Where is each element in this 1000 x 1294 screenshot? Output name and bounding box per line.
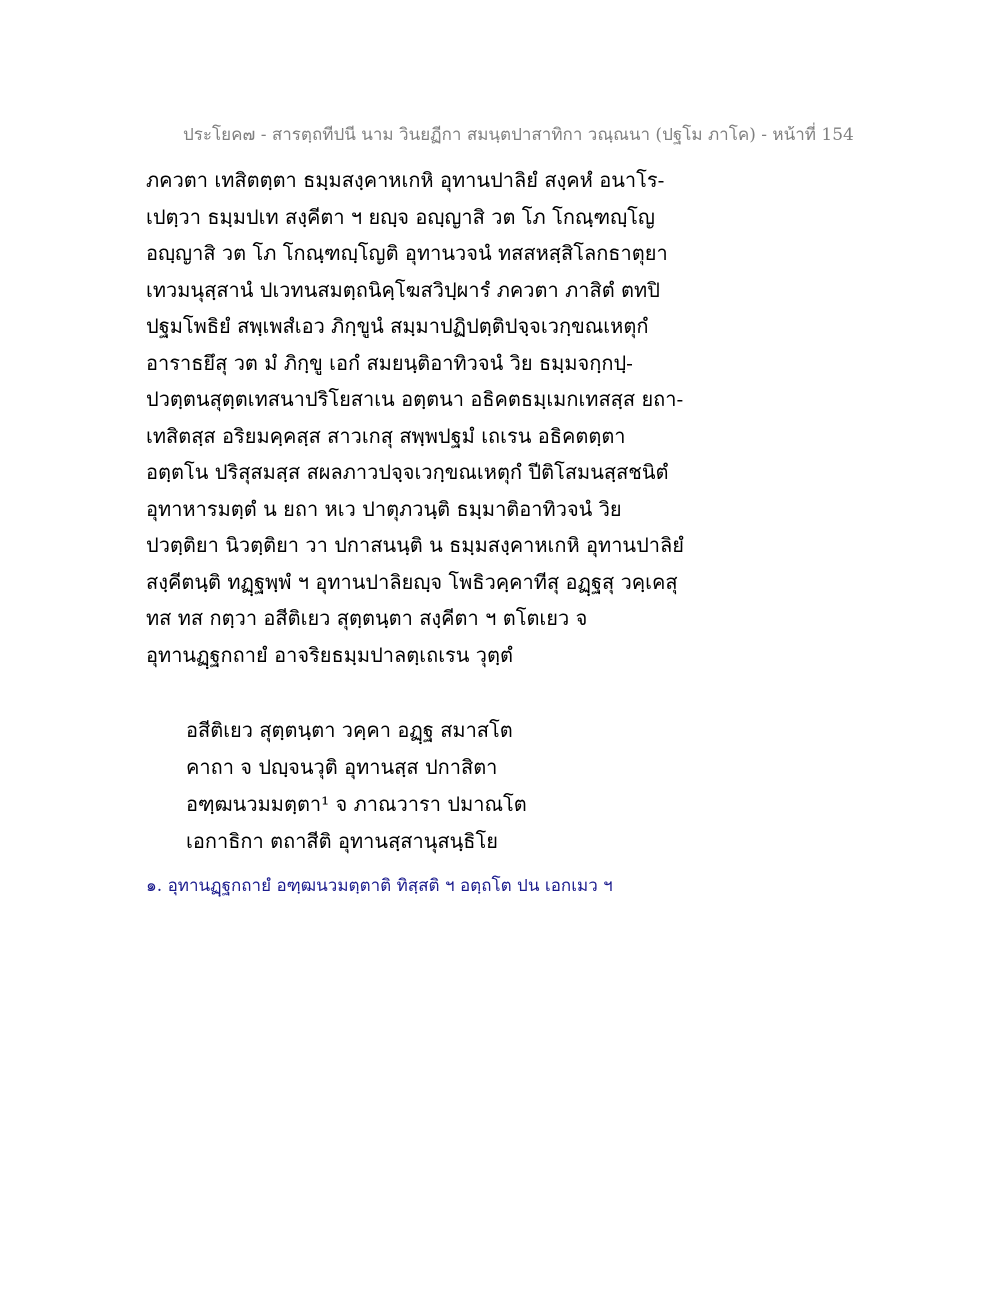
footnote: ๑. อุทานฏฺฐกถายํ อฑฺฒนวมตฺตาติ ทิสฺสติ ฯ อตฺถโต ปน เอกเมว ฯ xyxy=(146,876,613,896)
text-line: อญฺญาสิ วต โภ โกณฺฑญฺโญติ อุทานวจนํ ทสสหสฺสิโลกธาตุยา xyxy=(146,241,668,265)
text-line: อตฺตโน ปริสุสมสฺส สผลภาวปจฺจเวกฺขณเหตุกํ ปีติโสมนสฺสชนิตํ xyxy=(146,460,669,484)
text-line: เทสิตสฺส อริยมคฺคสฺส สาวเกสุ สพฺพปฐมํ เถเรน อธิคตตฺตา xyxy=(146,423,626,448)
verse-line: คาถา จ ปญฺจนวุติ อุทานสฺส ปกาสิตา xyxy=(186,755,498,779)
text-line: เทวมนุสฺสานํ ปเวทนสมตฺถนิคฺโฆสวิปฺผารํ ภควตา ภาสิตํ ตทปิ xyxy=(146,277,660,302)
text-line: อุทาหารมตฺตํ น ยถา หเว ปาตุภวนฺติ ธมฺมาติอาทิวจนํ วิย xyxy=(146,496,622,521)
text-line: ปวตฺติยา นิวตฺติยา วา ปกาสนนฺติ น ธมฺมสงฺคาหเกหิ อุทานปาลิยํ xyxy=(146,533,684,557)
page-header: ประโยค๗ - สารตฺถทีปนี นาม วินยฏีกา สมนฺตปาสาทิกา วณฺณนา (ปฐโม ภาโค) - หน้าที่ 154 xyxy=(183,125,854,145)
text-line: สงฺคีตนฺติ ทฏฺฐพฺพํ ฯ อุทานปาลิยญฺจ โพธิวคฺคาทีสุ อฏฺฐสุ วคฺเคสุ xyxy=(146,569,678,594)
verse-line: อสีติเยว สุตฺตนฺตา วคฺคา อฏฺฐ สมาสโต xyxy=(186,718,513,742)
verse-line: อฑฺฒนวมมตฺตา¹ จ ภาณวารา ปมาณโต xyxy=(186,792,527,816)
text-line: อาราธยึสุ วต มํ ภิกฺขู เอกํ สมยนฺติอาทิวจนํ วิย ธมฺมจกฺกปฺ- xyxy=(146,350,633,375)
text-line: ปวตฺตนสุตฺตเทสนาปริโยสาเน อตฺตนา อธิคตธมฺเมกเทสสฺส ยถา- xyxy=(146,387,684,411)
text-line: ภควตา เทสิตตฺตา ธมฺมสงฺคาหเกหิ อุทานปาลิยํ สงฺคหํ อนาโร- xyxy=(146,168,665,192)
verse-line: เอกาธิกา ตถาสีติ อุทานสฺสานุสนฺธิโย xyxy=(186,829,498,853)
verse-block xyxy=(186,712,786,860)
text-line: เปตฺวา ธมฺมปเท สงฺคีตา ฯ ยญฺจ อญฺญาสิ วต โภ โกณฺฑญฺโญ xyxy=(146,204,655,229)
text-line: อุทานฏฺฐกถายํ อาจริยธมฺมปาลตฺเถเรน วุตฺตํ xyxy=(146,642,514,667)
main-text-body xyxy=(146,162,886,673)
text-line: ทส ทส กตฺวา อสีติเยว สุตฺตนฺตา สงฺคีตา ฯ ตโตเยว จ xyxy=(146,606,588,630)
text-line: ปฐมโพธิยํ สพฺเพสํเอว ภิกฺขูนํ สมฺมาปฏิปตฺติปจฺจเวกฺขณเหตุกํ xyxy=(146,314,649,338)
